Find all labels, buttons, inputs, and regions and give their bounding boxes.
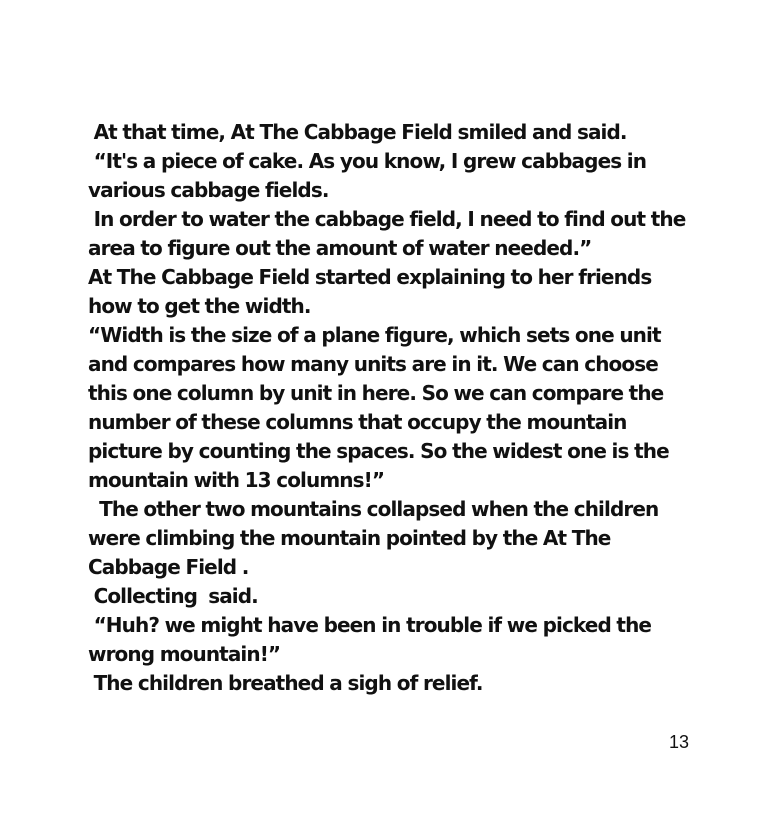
story-line: Cabbage Field .: [88, 555, 249, 579]
story-line: “Width is the size of a plane figure, which sets one unit: [88, 323, 661, 347]
story-line: The children breathed a sigh of relief.: [88, 671, 483, 695]
story-line: and compares how many units are in it. We can choose: [88, 352, 658, 376]
story-line: “It's a piece of cake. As you know, I grew cabbages in: [88, 149, 647, 173]
story-line: mountain with 13 columns!”: [88, 468, 385, 492]
story-line: were climbing the mountain pointed by the At The: [88, 526, 611, 550]
story-line: picture by counting the spaces. So the widest one is the: [88, 439, 669, 463]
story-line: The other two mountains collapsed when the children: [88, 497, 659, 521]
story-line: Collecting said.: [88, 584, 258, 608]
story-line: wrong mountain!”: [88, 642, 281, 666]
story-text: [88, 118, 688, 698]
story-line: how to get the width.: [88, 294, 311, 318]
story-line: area to figure out the amount of water needed.”: [88, 236, 592, 260]
page-number: 13: [669, 732, 690, 752]
story-line: At that time, At The Cabbage Field smiled and said.: [88, 120, 627, 144]
story-line: number of these columns that occupy the mountain: [88, 410, 627, 434]
story-line: “Huh? we might have been in trouble if we picked the: [88, 613, 652, 637]
story-line: this one column by unit in here. So we can compare the: [88, 381, 664, 405]
story-line: In order to water the cabbage field, I need to find out the: [88, 207, 686, 231]
story-line: At The Cabbage Field started explaining to her friends: [88, 265, 652, 289]
story-line: various cabbage fields.: [88, 178, 329, 202]
